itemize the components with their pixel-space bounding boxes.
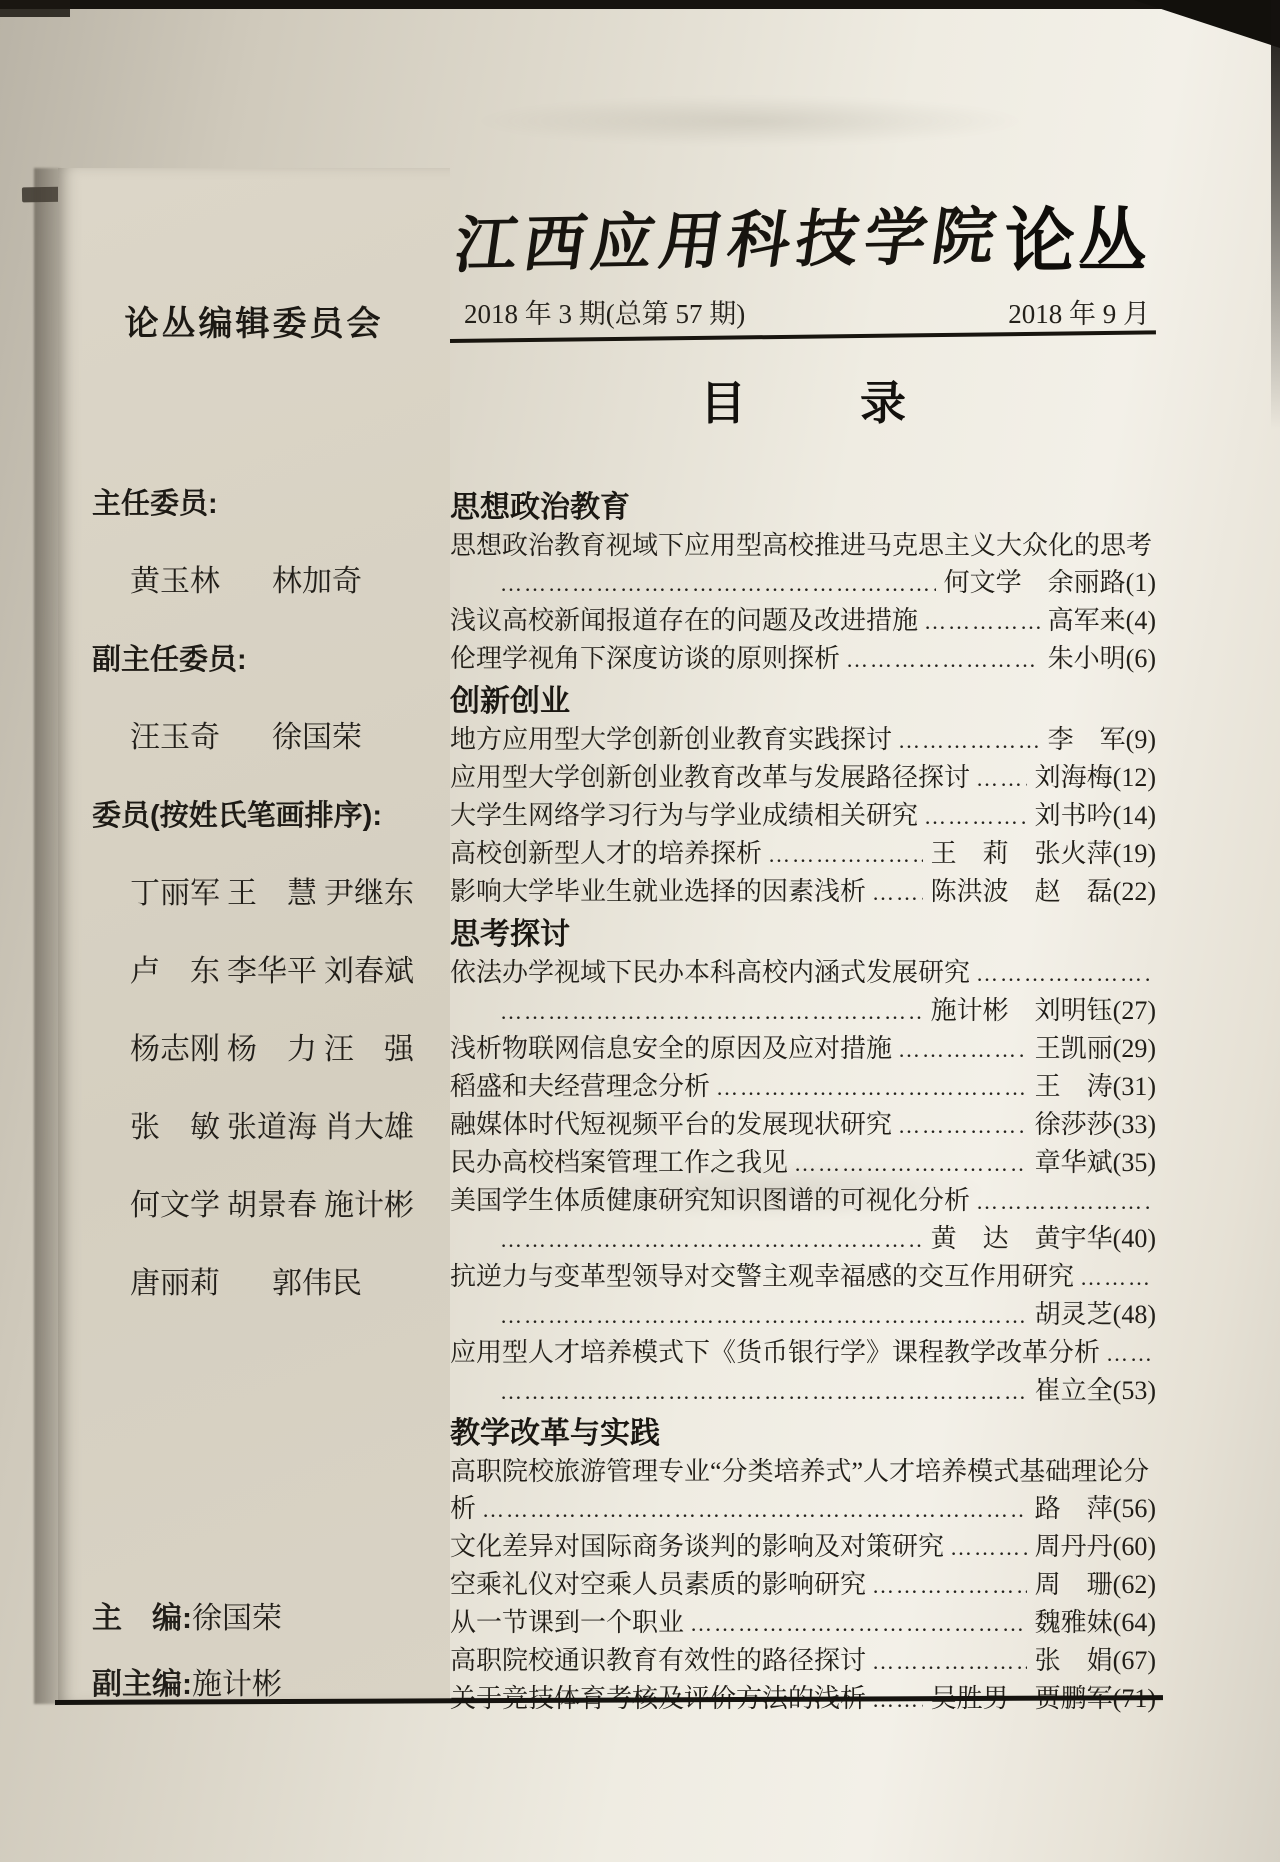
toc-section-heading: 思考探讨 — [450, 918, 570, 951]
issue-date: 2018 年 9 月 — [1008, 299, 1150, 329]
page-gutter-shadow — [34, 168, 60, 1704]
toc-entry-title: 文化差异对国际商务谈判的影响及对策研究 — [450, 1532, 945, 1561]
toc-entry-row — [450, 527, 1156, 564]
toc-entry-title: 影响大学毕业生就业选择的因素浅析 — [450, 877, 867, 906]
toc-entry-row — [450, 1106, 1156, 1144]
toc-entry-page: (33) — [1112, 1110, 1156, 1139]
toc-entry-page: (64) — [1112, 1608, 1156, 1637]
committee-name-row — [92, 855, 420, 933]
toc-entry-row — [450, 1296, 1156, 1334]
toc-leader-dots — [690, 1605, 1027, 1642]
photo-corner-top-left — [0, 0, 70, 17]
toc-leader-dots — [500, 565, 936, 602]
toc-entry-row — [450, 797, 1156, 835]
toc-entry-title: 高职院校旅游管理专业“分类培养式”人才培养模式基础理论分 — [450, 1457, 1150, 1486]
toc-entry-title: 浅析物联网信息安全的原因及应对措施 — [450, 1034, 893, 1063]
toc-leader-dots — [1080, 1259, 1150, 1296]
toc-entry-authors: 高军来 — [1047, 606, 1126, 635]
chief-editor-name: 徐国荣 — [192, 1602, 282, 1635]
journal-title-bold: 论丛 — [1005, 202, 1149, 280]
toc-entry-title: 抗逆力与变革型领导对交警主观幸福感的交互作用研究 — [450, 1262, 1075, 1291]
committee-member: 汪玉奇 — [130, 721, 220, 754]
toc-entry-title: 从一节课到一个职业 — [450, 1608, 685, 1637]
toc-entry-authors: 章华斌 — [1034, 1148, 1113, 1177]
toc-entry-row — [450, 1068, 1156, 1106]
toc-entry-page: (67) — [1112, 1646, 1156, 1675]
deputy-editor-name: 施计彬 — [192, 1668, 282, 1701]
committee-name-row — [92, 1167, 420, 1245]
toc-entry-row — [450, 1642, 1156, 1680]
toc-heading: 目 录 — [700, 377, 940, 429]
toc-entry-row — [450, 602, 1156, 640]
committee-name-row — [92, 543, 420, 621]
committee-group-label: 委员(按姓氏笔画排序): — [92, 800, 382, 832]
toc-leader-dots — [898, 1031, 1027, 1068]
toc-entry-authors: 施计彬 刘明钰 — [930, 996, 1113, 1025]
toc-entry-row — [450, 1182, 1156, 1220]
toc-entry-title: 融媒体时代短视频平台的发展现状研究 — [450, 1110, 893, 1139]
toc-section-heading: 思想政治教育 — [450, 491, 630, 524]
committee-member: 张 敏 — [130, 1111, 220, 1144]
toc-leader-dots — [950, 1529, 1027, 1566]
toc-section-heading: 创新创业 — [450, 685, 570, 718]
toc-entry-page: (27) — [1112, 996, 1156, 1025]
toc-entry-title: 高校创新型人才的培养探析 — [450, 839, 763, 868]
toc-entry-authors: 王凯丽 — [1034, 1034, 1113, 1063]
committee-member: 丁丽军 — [130, 877, 220, 910]
chief-editor-label: 主 编: — [92, 1602, 192, 1635]
toc-entry-page: (4) — [1125, 606, 1156, 635]
toc-entry-row — [450, 1220, 1156, 1258]
toc-leader-dots — [500, 1297, 1027, 1334]
committee-member: 唐丽莉 — [130, 1267, 220, 1300]
toc-entry-row — [450, 1490, 1156, 1528]
toc-leader-dots — [794, 1145, 1027, 1182]
toc-entry-page: (9) — [1125, 725, 1156, 754]
toc-entry-row — [450, 954, 1156, 992]
committee-member: 杨志刚 — [130, 1033, 220, 1066]
toc-entry-row — [450, 1258, 1156, 1296]
toc-entry-title: 思想政治教育视域下应用型高校推进马克思主义大众化的思考 — [450, 531, 1153, 560]
committee-member: 杨 力 — [227, 1033, 317, 1066]
toc-entry-page: (31) — [1112, 1072, 1156, 1101]
toc-leader-dots — [976, 760, 1027, 797]
toc-entry-page: (14) — [1112, 801, 1156, 830]
toc-entry-title: 大学生网络学习行为与学业成绩相关研究 — [450, 801, 919, 830]
toc-leader-dots — [482, 1491, 1027, 1528]
committee-group-label: 副主任委员: — [92, 644, 247, 676]
toc-entry-authors: 徐莎莎 — [1034, 1110, 1113, 1139]
toc-entry-row — [450, 1144, 1156, 1182]
committee-member: 何文学 — [130, 1189, 220, 1222]
committee-panel — [58, 168, 450, 1702]
toc-entry-page: (35) — [1112, 1148, 1156, 1177]
toc-entry-authors: 周丹丹 — [1034, 1532, 1113, 1561]
toc-leader-dots — [500, 993, 923, 1030]
committee-name-row — [92, 1089, 420, 1167]
toc-entry-authors: 朱小明 — [1047, 644, 1126, 673]
header-rule — [450, 330, 1156, 343]
toc-entry-title: 高职院校通识教育有效性的路径探讨 — [450, 1646, 867, 1675]
toc-entry-page: (62) — [1112, 1570, 1156, 1599]
toc-entry-authors: 刘书吟 — [1034, 801, 1113, 830]
toc-entry-row — [450, 873, 1156, 911]
toc-entry-row — [450, 1528, 1156, 1566]
toc-entry-title: 浅议高校新闻报道存在的问题及改进措施 — [450, 606, 919, 635]
toc-leader-dots — [924, 603, 1040, 640]
committee-name-row — [92, 933, 420, 1011]
toc-entry-row — [450, 721, 1156, 759]
toc-leader-dots — [976, 955, 1150, 992]
toc-entry-page: (6) — [1125, 644, 1156, 673]
toc-entry-page: (53) — [1112, 1376, 1156, 1405]
toc-leader-dots — [898, 1107, 1027, 1144]
committee-member: 王 慧 — [227, 877, 317, 910]
toc-entry-page: (56) — [1112, 1494, 1156, 1523]
toc-entry-authors: 刘海梅 — [1034, 763, 1113, 792]
toc-leader-dots — [872, 1567, 1027, 1604]
toc-entry-title: 关于竞技体育考核及评价方法的浅析 — [450, 1684, 867, 1713]
committee-groups — [58, 465, 450, 1323]
committee-member: 林加奇 — [272, 565, 362, 598]
toc-entry-page: (40) — [1112, 1224, 1156, 1253]
toc-leader-dots — [500, 1373, 1027, 1410]
toc-entry-row — [450, 1030, 1156, 1068]
committee-member: 徐国荣 — [272, 721, 362, 754]
toc-leader-dots — [976, 1183, 1150, 1220]
toc-leader-dots — [872, 874, 923, 911]
committee-name-row — [92, 1011, 420, 1089]
committee-member: 胡景春 — [227, 1189, 317, 1222]
toc-entry-row — [450, 1566, 1156, 1604]
toc-entry-authors: 胡灵芝 — [1034, 1300, 1113, 1329]
toc-leader-dots — [898, 722, 1040, 759]
toc-entry-row — [450, 1604, 1156, 1642]
committee-member: 尹继东 — [324, 877, 414, 910]
toc-leader-dots — [500, 1221, 923, 1258]
toc-entry-title: 美国学生体质健康研究知识图谱的可视化分析 — [450, 1186, 971, 1215]
toc-entry-authors: 李 军 — [1047, 725, 1126, 754]
toc-entry-authors: 何文学 余丽路 — [943, 568, 1126, 597]
toc-entry-title: 应用型大学创新创业教育改革与发展路径探讨 — [450, 763, 971, 792]
issue-row — [450, 292, 1156, 331]
toc-entry-authors: 张 娟 — [1034, 1646, 1113, 1675]
journal-title-calligraphy: 江西应用科技学院 — [450, 203, 1006, 281]
deputy-editor-row — [92, 1652, 282, 1718]
toc-entry-row — [450, 640, 1156, 678]
committee-member: 刘春斌 — [324, 955, 414, 988]
toc-entry-row — [450, 835, 1156, 873]
toc-entry-row — [450, 1453, 1156, 1490]
toc-entry-row — [450, 1334, 1156, 1372]
journal-title — [450, 152, 1156, 280]
toc-entry-title: 依法办学视域下民办本科高校内涵式发展研究 — [450, 958, 971, 987]
toc-section-heading: 教学改革与实践 — [450, 1417, 660, 1450]
committee-member: 张道海 — [227, 1111, 317, 1144]
bleed-through-smudge — [470, 96, 1030, 146]
chief-editor-row — [92, 1586, 282, 1652]
toc-entry-page: (22) — [1112, 877, 1156, 906]
committee-member: 肖大雄 — [324, 1111, 414, 1144]
toc-entry-title: 民办高校档案管理工作之我见 — [450, 1148, 789, 1177]
photo-top-edge — [0, 0, 1280, 9]
toc-entry-title: 空乘礼仪对空乘人员素质的影响研究 — [450, 1570, 867, 1599]
toc-entry-page: (60) — [1112, 1532, 1156, 1561]
deputy-editor-label: 副主编: — [92, 1668, 192, 1701]
committee-member: 汪 强 — [324, 1033, 414, 1066]
toc-leader-dots — [924, 798, 1027, 835]
toc-entry-page: (1) — [1125, 568, 1156, 597]
toc-entry-row — [450, 759, 1156, 797]
committee-member: 黄玉林 — [130, 565, 220, 598]
toc-entry-authors: 路 萍 — [1034, 1494, 1113, 1523]
toc-leader-dots — [846, 641, 1040, 678]
toc-entry-row — [450, 1372, 1156, 1410]
committee-title: 论丛编辑委员会 — [124, 305, 384, 343]
toc-leader-dots — [768, 836, 923, 873]
toc-leader-dots — [1106, 1335, 1150, 1372]
photo-right-edge-shadow — [1271, 0, 1280, 430]
toc-entry-title: 地方应用型大学创新创业教育实践探讨 — [450, 725, 893, 754]
toc-entry-authors: 王 涛 — [1034, 1072, 1113, 1101]
toc-entry-authors: 崔立全 — [1034, 1376, 1113, 1405]
toc-leader-dots — [872, 1643, 1027, 1680]
toc-entry-title: 稻盛和夫经营理念分析 — [450, 1072, 711, 1101]
toc-entry-page: (12) — [1112, 763, 1156, 792]
journal-page — [450, 152, 1156, 1718]
toc-entry-page: (48) — [1112, 1300, 1156, 1329]
toc-entry-title: 应用型人才培养模式下《货币银行学》课程教学改革分析 — [450, 1338, 1101, 1367]
committee-member: 李华平 — [227, 955, 317, 988]
toc-sections — [450, 489, 1156, 1718]
toc-entry-row — [450, 564, 1156, 602]
toc-entry-authors: 王 莉 张火萍 — [930, 839, 1113, 868]
toc-entry-authors: 黄 达 黄宇华 — [930, 1224, 1113, 1253]
committee-member: 郭伟民 — [272, 1267, 362, 1300]
toc-entry-page: (29) — [1112, 1034, 1156, 1063]
issue-number: 2018 年 3 期(总第 57 期) — [464, 299, 746, 329]
toc-entry-authors: 吴胜男 贾鹏军 — [930, 1684, 1113, 1713]
toc-entry-page: (19) — [1112, 839, 1156, 868]
toc-entry-page: (71) — [1112, 1684, 1156, 1713]
committee-member: 施计彬 — [324, 1189, 414, 1222]
committee-name-row — [92, 1245, 420, 1323]
toc-leader-dots — [716, 1069, 1027, 1106]
toc-entry-title: 析 — [450, 1494, 477, 1523]
toc-entry-authors: 陈洪波 赵 磊 — [930, 877, 1113, 906]
toc-entry-title: 伦理学视角下深度访谈的原则探析 — [450, 644, 841, 673]
committee-member: 卢 东 — [130, 955, 220, 988]
toc-entry-row — [450, 992, 1156, 1030]
committee-name-row — [92, 699, 420, 777]
toc-entry-authors: 魏雅妹 — [1034, 1608, 1113, 1637]
committee-group-label: 主任委员: — [92, 488, 218, 520]
toc-entry-authors: 周 珊 — [1034, 1570, 1113, 1599]
